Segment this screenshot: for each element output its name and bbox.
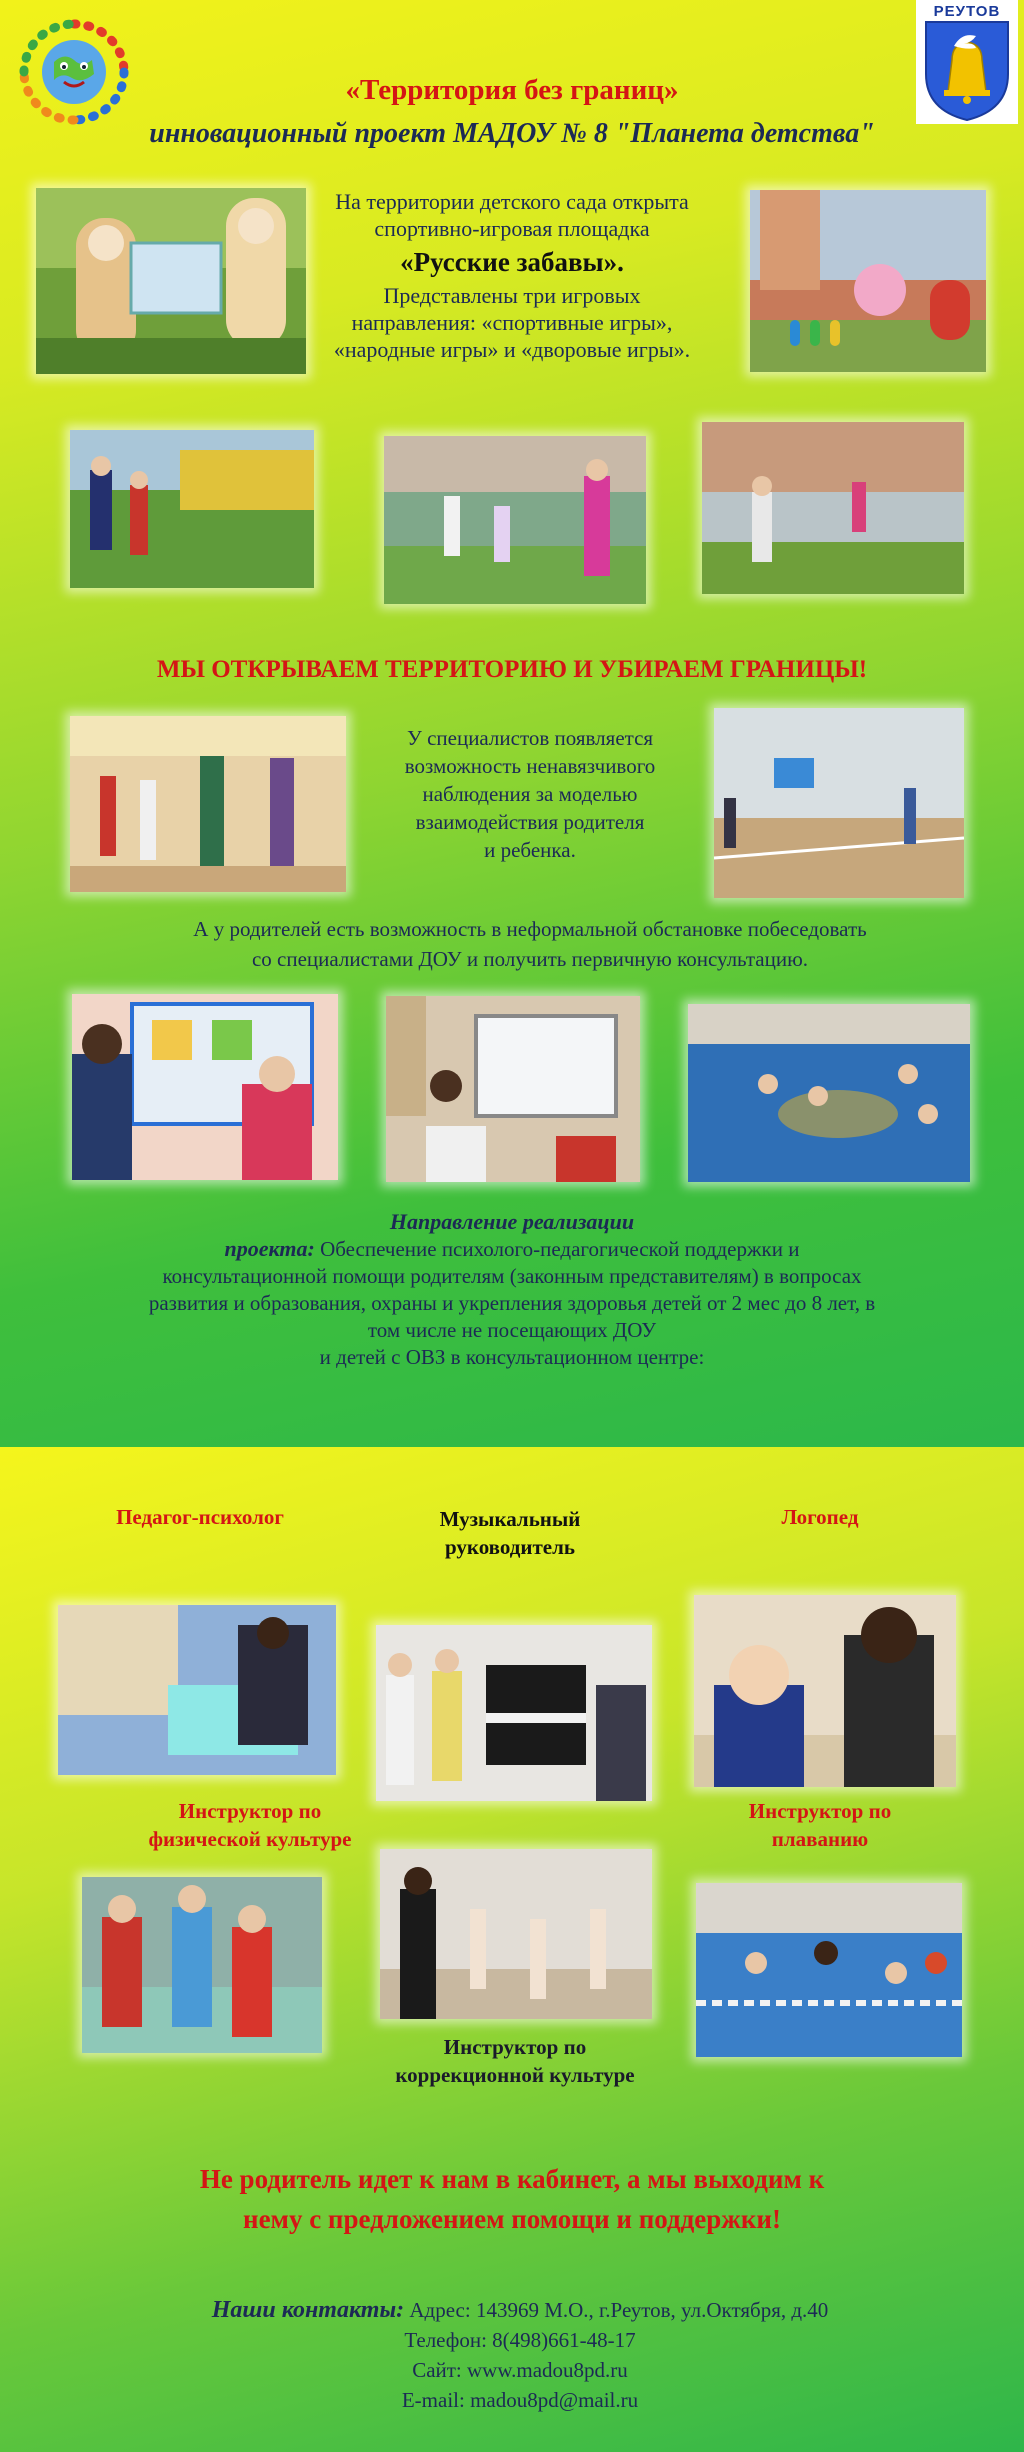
intro-playground-name: «Русские забавы».	[400, 247, 624, 277]
slogan-banner: МЫ ОТКРЫВАЕМ ТЕРРИТОРИЮ И УБИРАЕМ ГРАНИЦЫ!	[156, 656, 868, 683]
photo-sand-table	[58, 1605, 336, 1775]
photo-swimming-lesson	[696, 1883, 962, 2057]
specialists-text	[350, 724, 710, 864]
closing-line-2: нему с предложением помощи и поддержки!	[243, 2204, 781, 2234]
intro-line-2: спортивно-игровая площадка	[374, 216, 650, 241]
parents-text	[90, 914, 970, 974]
specialists-line-1: У специалистов появляется	[406, 726, 654, 750]
direction-line-5: и детей с ОВЗ в консультационном центре:	[319, 1345, 705, 1369]
direction-line-2: консультационной помощи родителям (законным представителям) в вопросах	[162, 1264, 862, 1288]
direction-text	[60, 1208, 964, 1371]
page-subtitle: инновационный проект МАДОУ № 8 "Планета детства"	[149, 118, 875, 149]
intro-line-3: Представлены три игровых	[383, 283, 641, 308]
role-music-line-2: руководитель	[444, 1535, 576, 1559]
role-swim-line-2: плаванию	[771, 1827, 869, 1851]
intro-text	[300, 188, 724, 363]
direction-line-4: том числе не посещающих ДОУ	[367, 1318, 657, 1342]
role-correction-line-2: коррекционной культуре	[395, 2063, 635, 2087]
role-psychologist: Педагог-психолог	[116, 1505, 284, 1529]
photo-piano-lesson	[376, 1625, 652, 1801]
parents-line-1: А у родителей есть возможность в неформальной обстановке побеседовать	[193, 917, 867, 941]
role-swim-line-1: Инструктор по	[748, 1799, 892, 1823]
contacts-phone: Телефон: 8(498)661-48-17	[404, 2328, 636, 2352]
photo-corrective-exercise	[380, 1849, 652, 2019]
role-speech-therapist: Логопед	[781, 1505, 859, 1529]
photo-speech-lesson	[694, 1595, 956, 1787]
role-music-line-1: Музыкальный	[439, 1507, 581, 1531]
direction-heading-cont: проекта:	[224, 1236, 315, 1261]
photo-playground-toys	[750, 190, 986, 372]
role-pe-instructor	[120, 1797, 380, 1853]
specialists-line-4: взаимодействия родителя	[415, 810, 645, 834]
closing-message	[100, 2159, 924, 2239]
direction-line-1	[60, 1235, 964, 1263]
contacts-heading: Наши контакты:	[211, 2297, 405, 2323]
role-music	[380, 1505, 640, 1561]
role-swim-instructor	[700, 1797, 940, 1853]
contacts-site[interactable]: Сайт: www.madou8pd.ru	[412, 2358, 628, 2382]
closing-line-1: Не родитель идет к нам в кабинет, а мы выходим к	[199, 2164, 825, 2194]
reutov-emblem	[916, 0, 1018, 124]
photo-interactive-board	[386, 996, 640, 1182]
planet-logo	[8, 14, 140, 132]
photo-outdoor-games-3	[702, 422, 964, 594]
specialists-line-2: возможность ненавязчивого	[404, 754, 656, 778]
photo-music-hall	[70, 716, 346, 892]
city-label: РЕУТОВ	[933, 3, 1001, 20]
role-correction-instructor	[340, 2033, 690, 2089]
direction-line-3: развития и образования, охраны и укрепления здоровья детей от 2 мес до 8 лет, в	[148, 1291, 876, 1315]
photo-matryoshka-stand	[36, 188, 306, 374]
direction-line-1-text: Обеспечение психолого-педагогической поддержки и	[320, 1237, 800, 1261]
direction-heading: Направление реализации	[389, 1209, 635, 1234]
specialists-line-3: наблюдения за моделью	[422, 782, 638, 806]
contacts-block	[120, 2295, 920, 2415]
role-pe-line-1: Инструктор по	[178, 1799, 322, 1823]
photo-outdoor-games-2	[384, 436, 646, 604]
photo-outdoor-games-1	[70, 430, 314, 588]
role-correction-line-1: Инструктор по	[443, 2035, 587, 2059]
photo-sack-race	[82, 1877, 322, 2053]
intro-line-5: «народные игры» и «дворовые игры».	[333, 337, 691, 362]
contacts-email[interactable]: E-mail: madou8pd@mail.ru	[401, 2388, 639, 2412]
photo-swimming-pool	[688, 1004, 970, 1182]
contacts-address: Адрес: 143969 М.О., г.Реутов, ул.Октября, д.40	[409, 2298, 829, 2322]
intro-line-1: На территории детского сада открыта	[335, 189, 689, 214]
page-title: «Территория без границ»	[345, 74, 679, 106]
contacts-line-1	[120, 2295, 920, 2325]
parents-line-2: со специалистами ДОУ и получить первичную консультацию.	[251, 947, 809, 971]
role-pe-line-2: физической культуре	[148, 1827, 352, 1851]
intro-line-4: направления: «спортивные игры»,	[351, 310, 673, 335]
photo-consultation-board	[72, 994, 338, 1180]
specialists-panel	[0, 1447, 1024, 2452]
specialists-line-5: и ребенка.	[484, 838, 576, 862]
photo-sports-hall	[714, 708, 964, 898]
